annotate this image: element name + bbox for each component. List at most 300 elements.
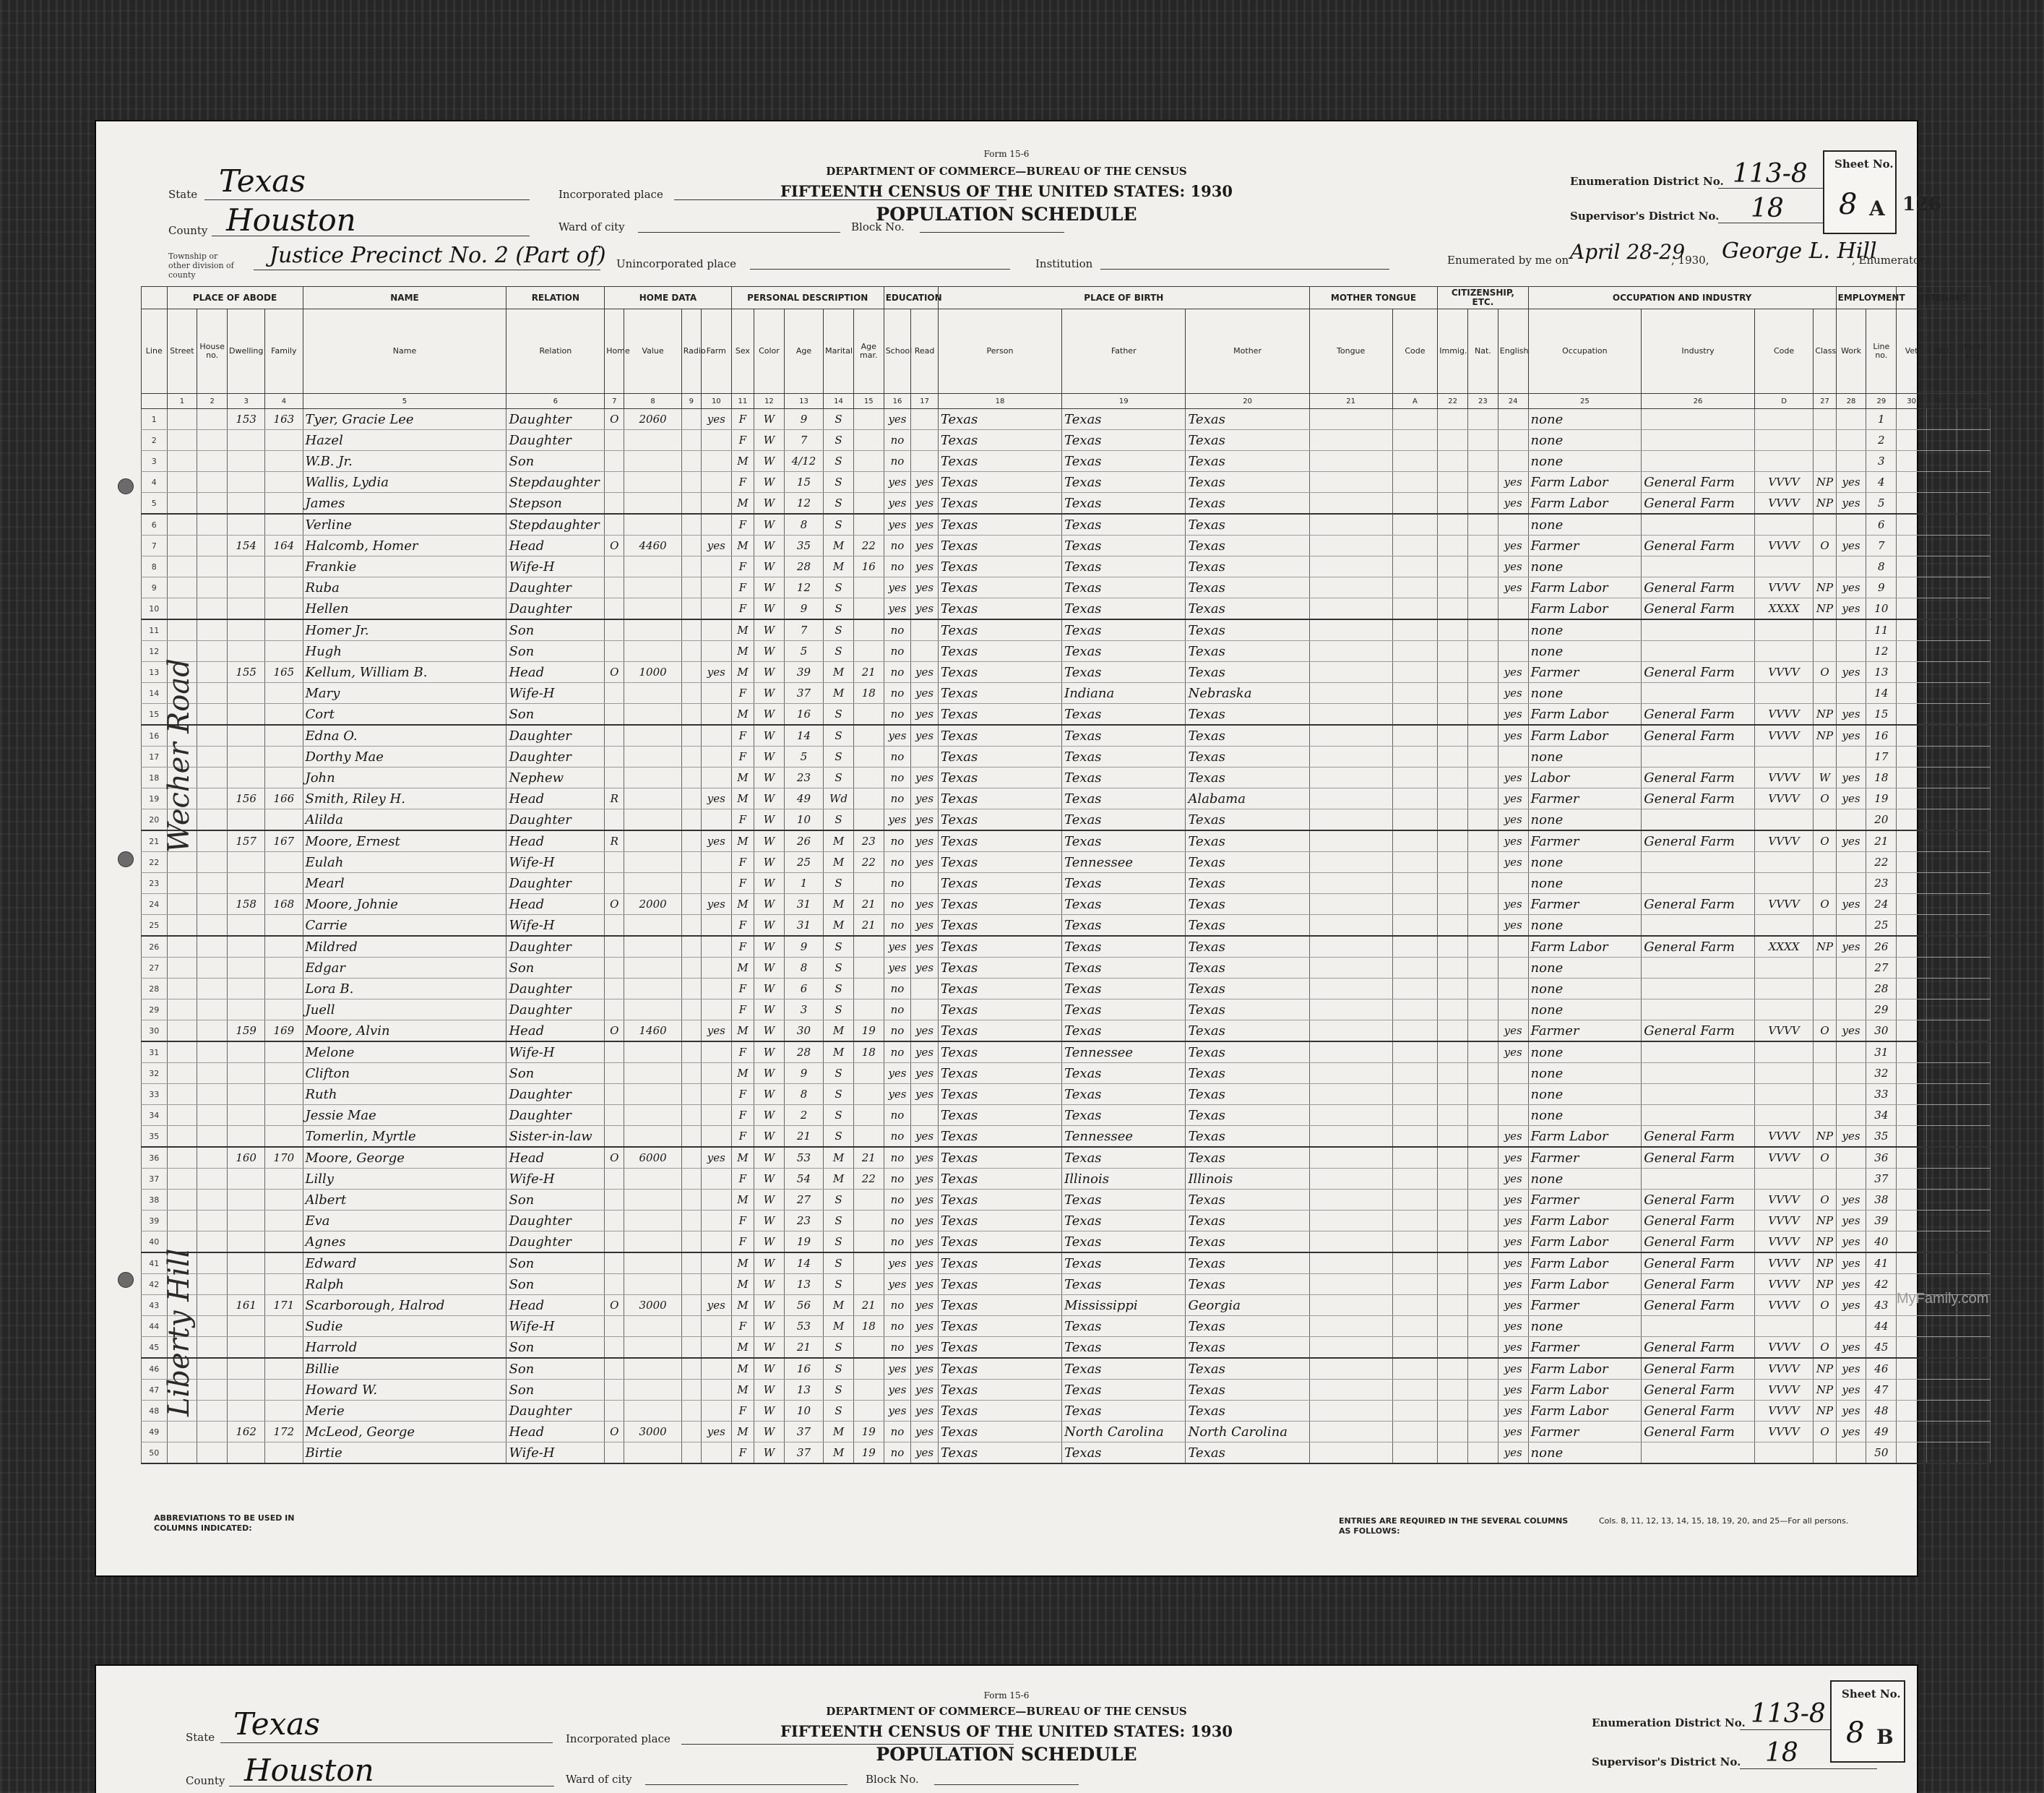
cell-blank [1926,1211,1957,1231]
cell-eng [1498,598,1528,620]
table-row [142,1041,1991,1063]
cell-blank [1897,1126,1927,1148]
cell-wk [1836,409,1866,430]
cell-blank [1897,1063,1927,1084]
column-headers [142,309,1991,394]
cell-blank [1309,979,1392,999]
cell-radio [681,1358,701,1380]
cell-occ: Farm Labor [1528,472,1642,493]
cell-blank [1392,747,1438,767]
cell-age: 2 [784,1105,823,1126]
cell-blank [1926,873,1957,894]
state-line [204,199,530,200]
cell-ln: 41 [142,1252,168,1274]
cell-occ: Farmer [1528,1020,1642,1042]
cell-color: W [754,514,785,536]
cell-ind: General Farm [1642,598,1755,620]
cell-name: Agnes [303,1231,506,1253]
cell-dw: 157 [228,830,265,852]
table-row [142,430,1991,451]
cell-code [1754,451,1813,472]
cell-radio [681,725,701,747]
cell-farm [701,809,731,831]
cell-fpob: Texas [1062,598,1186,620]
cell-blank [1392,1401,1438,1422]
group-occupation: OCCUPATION AND INDUSTRY [1528,287,1836,309]
cell-val [624,1105,681,1126]
cell-blank [1957,1231,1990,1253]
column-header: Home [605,309,624,394]
cell-fam [265,619,303,641]
cell-agem: 19 [853,1020,884,1042]
cell-name: Halcomb, Homer [303,536,506,556]
cell-dw [228,1316,265,1337]
cell-agem: 16 [853,556,884,577]
cell-fpob: Texas [1062,430,1186,451]
cell-blank [1438,894,1468,915]
cell-blank [1897,430,1927,451]
cell-blank [1392,1169,1438,1190]
cell-cls: NP [1814,1211,1836,1231]
cell-sex: M [731,1358,754,1380]
cell-ln: 8 [1866,556,1897,577]
cell-val [624,1337,681,1359]
cell-farm [701,1105,731,1126]
cell-fpob: Texas [1062,915,1186,937]
column-header: Age mar. [853,309,884,394]
column-number: 9 [681,394,701,409]
cell-ln: 31 [1866,1041,1897,1063]
cell-blank [197,873,228,894]
cell-val [624,1358,681,1380]
cell-blank [197,409,228,430]
cell-eng [1498,936,1528,958]
column-header: School [884,309,911,394]
cell-ln: 46 [1866,1358,1897,1380]
cell-code: VVVV [1754,536,1813,556]
cell-occ: Farm Labor [1528,577,1642,598]
cell-blank [1468,1316,1498,1337]
cell-blank [1957,894,1990,915]
cell-wk: yes [1836,1211,1866,1231]
cell-age: 30 [784,1020,823,1042]
cell-farm: yes [701,788,731,809]
cell-ln: 27 [142,958,168,979]
cell-dw [228,1105,265,1126]
cell-sex: M [731,1252,754,1274]
cell-blank [1309,536,1392,556]
next-incorporated-line [681,1744,1014,1745]
cell-mar: S [824,1380,854,1401]
cell-radio [681,999,701,1020]
cell-blank [1926,536,1957,556]
cell-mpob: Nebraska [1186,683,1309,704]
cell-pob: Texas [938,1084,1061,1105]
cell-ln: 21 [1866,830,1897,852]
cell-radio [681,1401,701,1422]
department-title: DEPARTMENT OF COMMERCE—BUREAU OF THE CENSUS [826,165,1187,178]
cell-mar: S [824,1126,854,1148]
cell-blank [1468,1422,1498,1442]
cell-ln: 1 [142,409,168,430]
cell-blank [197,1211,228,1231]
column-header: Line no. [1866,309,1897,394]
cell-farm: yes [701,536,731,556]
institution-label: Institution [1035,257,1093,270]
supervisor-district-value: 18 [1751,194,1784,223]
cell-occ: none [1528,1105,1642,1126]
cell-blank [1438,1126,1468,1148]
cell-blank [1438,1401,1468,1422]
cell-blank [1392,1190,1438,1211]
cell-ind: General Farm [1642,1147,1755,1169]
cell-blank [1438,1295,1468,1316]
cell-val [624,809,681,831]
column-header: Farm sch. [1957,309,1990,394]
cell-fam [265,767,303,788]
cell-pob: Texas [938,704,1061,726]
cell-code [1754,1169,1813,1190]
cell-name: John [303,767,506,788]
cell-blank [1468,1063,1498,1084]
cell-dw [228,1442,265,1464]
cell-pob: Texas [938,1147,1061,1169]
cell-pob: Texas [938,1401,1061,1422]
cell-fpob: Texas [1062,1380,1186,1401]
cell-sch: no [884,683,911,704]
group-relation: RELATION [506,287,605,309]
cell-age: 13 [784,1274,823,1295]
cell-blank [1926,493,1957,515]
cell-age: 14 [784,725,823,747]
cell-mar: S [824,1084,854,1105]
cell-farm [701,1231,731,1253]
cell-name: Mildred [303,936,506,958]
cell-eng: yes [1498,577,1528,598]
cell-age: 39 [784,662,823,683]
column-number: 21 [1309,394,1392,409]
cell-home [605,577,624,598]
column-header: Immig. [1438,309,1468,394]
cell-blank [197,1169,228,1190]
cell-blank [1897,556,1927,577]
cell-fam [265,725,303,747]
cell-blank [197,577,228,598]
cell-blank [1392,1063,1438,1084]
cell-mpob: Texas [1186,556,1309,577]
cell-cls: NP [1814,1252,1836,1274]
cell-blank [1468,1105,1498,1126]
cell-agem [853,958,884,979]
cell-farm [701,1274,731,1295]
cell-ln: 14 [1866,683,1897,704]
cell-sex: M [731,1190,754,1211]
cell-fpob: Texas [1062,894,1186,915]
cell-dw [228,999,265,1020]
cell-blank [1957,830,1990,852]
cell-rd: yes [911,1358,939,1380]
cell-val [624,788,681,809]
cell-blank [1926,1358,1957,1380]
cell-ind [1642,1169,1755,1190]
cell-agem [853,704,884,726]
cell-wk [1836,1147,1866,1169]
cell-agem [853,873,884,894]
cell-farm [701,767,731,788]
cell-rel: Head [506,894,605,915]
cell-blank [1438,1380,1468,1401]
cell-eng: yes [1498,788,1528,809]
cell-blank [167,1020,197,1042]
cell-agem [853,451,884,472]
cell-ln: 12 [142,641,168,662]
cell-pob: Texas [938,1252,1061,1274]
cell-mpob: Texas [1186,493,1309,515]
cell-ln: 40 [142,1231,168,1253]
cell-occ: Farm Labor [1528,936,1642,958]
cell-mar: M [824,830,854,852]
cell-ind: General Farm [1642,1020,1755,1042]
cell-name: Lilly [303,1169,506,1190]
cell-fpob: Texas [1062,1442,1186,1464]
cell-blank [1957,451,1990,472]
cell-blank [197,1252,228,1274]
cell-radio [681,536,701,556]
cell-code: VVVV [1754,788,1813,809]
cell-ind: General Farm [1642,1380,1755,1401]
cell-ln: 5 [1866,493,1897,515]
cell-val [624,936,681,958]
cell-name: Jessie Mae [303,1105,506,1126]
cell-blank [197,1274,228,1295]
cell-blank [1392,409,1438,430]
cell-blank [197,1020,228,1042]
cell-mar: S [824,577,854,598]
column-number: 11 [731,394,754,409]
cell-sex: F [731,1211,754,1231]
cell-ln: 35 [142,1126,168,1148]
cell-blank [167,873,197,894]
cell-age: 9 [784,598,823,620]
cell-blank [1468,1231,1498,1253]
cell-occ: Farmer [1528,1422,1642,1442]
cell-blank [1438,619,1468,641]
cell-blank [197,430,228,451]
cell-radio [681,1231,701,1253]
cell-blank [1392,958,1438,979]
cell-farm [701,1190,731,1211]
cell-blank [1926,641,1957,662]
cell-agem: 22 [853,536,884,556]
cell-color: W [754,1231,785,1253]
cell-home [605,514,624,536]
enumerator-label: , Enumerator. [1852,254,1928,267]
cell-blank [1957,556,1990,577]
table-row [142,873,1991,894]
column-number: A [1392,394,1438,409]
column-header: Code [1754,309,1813,394]
cell-blank [1897,577,1927,598]
cell-eng: yes [1498,704,1528,726]
cell-ind [1642,1105,1755,1126]
cell-radio [681,1063,701,1084]
group-education: EDUCATION [884,287,938,309]
cell-color: W [754,830,785,852]
cell-dw [228,1274,265,1295]
cell-color: W [754,1084,785,1105]
cell-fam [265,1063,303,1084]
cell-dw: 159 [228,1020,265,1042]
cell-age: 9 [784,1063,823,1084]
cell-age: 53 [784,1147,823,1169]
cell-age: 9 [784,409,823,430]
block-line [920,232,1064,233]
cell-sex: M [731,493,754,515]
cell-fam: 167 [265,830,303,852]
cell-ind [1642,1442,1755,1464]
cell-sch: no [884,767,911,788]
cell-blank [1309,747,1392,767]
cell-ln: 48 [1866,1401,1897,1422]
cell-mpob: Texas [1186,1041,1309,1063]
cell-sch: no [884,1041,911,1063]
cell-mpob: Texas [1186,894,1309,915]
cell-ln: 43 [142,1295,168,1316]
cell-age: 35 [784,536,823,556]
cell-occ: Farm Labor [1528,1358,1642,1380]
cell-wk: yes [1836,577,1866,598]
cell-blank [197,1442,228,1464]
cell-val: 6000 [624,1147,681,1169]
cell-occ: none [1528,683,1642,704]
cell-rel: Son [506,1252,605,1274]
cell-blank [1468,1020,1498,1042]
cell-home [605,1169,624,1190]
cell-fpob: Texas [1062,577,1186,598]
cell-radio [681,979,701,999]
table-row [142,979,1991,999]
group-employment: EMPLOYMENT [1836,287,1897,309]
cell-blank [167,894,197,915]
cell-fpob: Texas [1062,556,1186,577]
table-row [142,958,1991,979]
cell-fam [265,1316,303,1337]
cell-blank [1926,1190,1957,1211]
cell-home [605,1401,624,1422]
cell-agem [853,1401,884,1422]
cell-name: Alilda [303,809,506,831]
cell-radio [681,915,701,937]
cell-code: VVVV [1754,662,1813,683]
cell-blank [1897,409,1927,430]
cell-color: W [754,1442,785,1464]
cell-mar: M [824,1295,854,1316]
cell-dw [228,1401,265,1422]
cell-code: VVVV [1754,767,1813,788]
cell-blank [167,1041,197,1063]
cell-rel: Daughter [506,1105,605,1126]
cell-blank [1897,999,1927,1020]
cell-ln: 45 [142,1337,168,1359]
cell-cls: O [1814,894,1836,915]
cell-farm [701,514,731,536]
cell-rd: yes [911,852,939,873]
cell-ind: General Farm [1642,1231,1755,1253]
cell-blank [1392,1084,1438,1105]
cell-dw [228,704,265,726]
cell-rd: yes [911,1316,939,1337]
cell-val [624,514,681,536]
cell-code [1754,1041,1813,1063]
cell-blank [167,979,197,999]
cell-occ: none [1528,809,1642,831]
cell-blank [1392,619,1438,641]
cell-ln: 40 [1866,1231,1897,1253]
cell-blank [1392,999,1438,1020]
ward-line [638,232,840,233]
cell-dw [228,683,265,704]
cell-sch: no [884,1105,911,1126]
cell-mpob: Texas [1186,409,1309,430]
cell-code: VVVV [1754,1422,1813,1442]
cell-code: VVVV [1754,1190,1813,1211]
cell-sex: M [731,767,754,788]
cell-sch: no [884,536,911,556]
column-number: 22 [1438,394,1468,409]
cell-mar: S [824,641,854,662]
cell-color: W [754,1358,785,1380]
cell-blank [167,493,197,515]
cell-radio [681,1169,701,1190]
cell-mpob: Texas [1186,1337,1309,1359]
cell-occ: Farm Labor [1528,1380,1642,1401]
next-ward-label: Ward of city [566,1773,632,1786]
cell-color: W [754,747,785,767]
cell-occ: none [1528,1084,1642,1105]
cell-rd: yes [911,556,939,577]
cell-code [1754,1063,1813,1084]
cell-color: W [754,1041,785,1063]
cell-blank [1468,556,1498,577]
cell-val [624,1442,681,1464]
table-row [142,1084,1991,1105]
cell-mar: Wd [824,788,854,809]
cell-occ: Labor [1528,767,1642,788]
cell-mar: M [824,536,854,556]
cell-ind [1642,430,1755,451]
cell-home: O [605,1295,624,1316]
cell-ln: 2 [142,430,168,451]
cell-rel: Head [506,1147,605,1169]
cell-blank [1926,1442,1957,1464]
cell-rel: Daughter [506,999,605,1020]
column-header: Nat. [1468,309,1498,394]
cell-blank [1438,451,1468,472]
table-row [142,809,1991,831]
cell-color: W [754,788,785,809]
cell-ln: 37 [1866,1169,1897,1190]
cell-blank [1309,641,1392,662]
cell-cls: NP [1814,1231,1836,1253]
cell-eng: yes [1498,915,1528,937]
cell-blank [1926,1380,1957,1401]
cell-val: 4460 [624,536,681,556]
cell-val [624,1084,681,1105]
township-label: Township or other division of county [168,251,234,280]
cell-blank [1309,1252,1392,1274]
next-schedule-title: POPULATION SCHEDULE [876,1744,1137,1765]
next-enum-district-label: Enumeration District No. [1592,1716,1746,1729]
